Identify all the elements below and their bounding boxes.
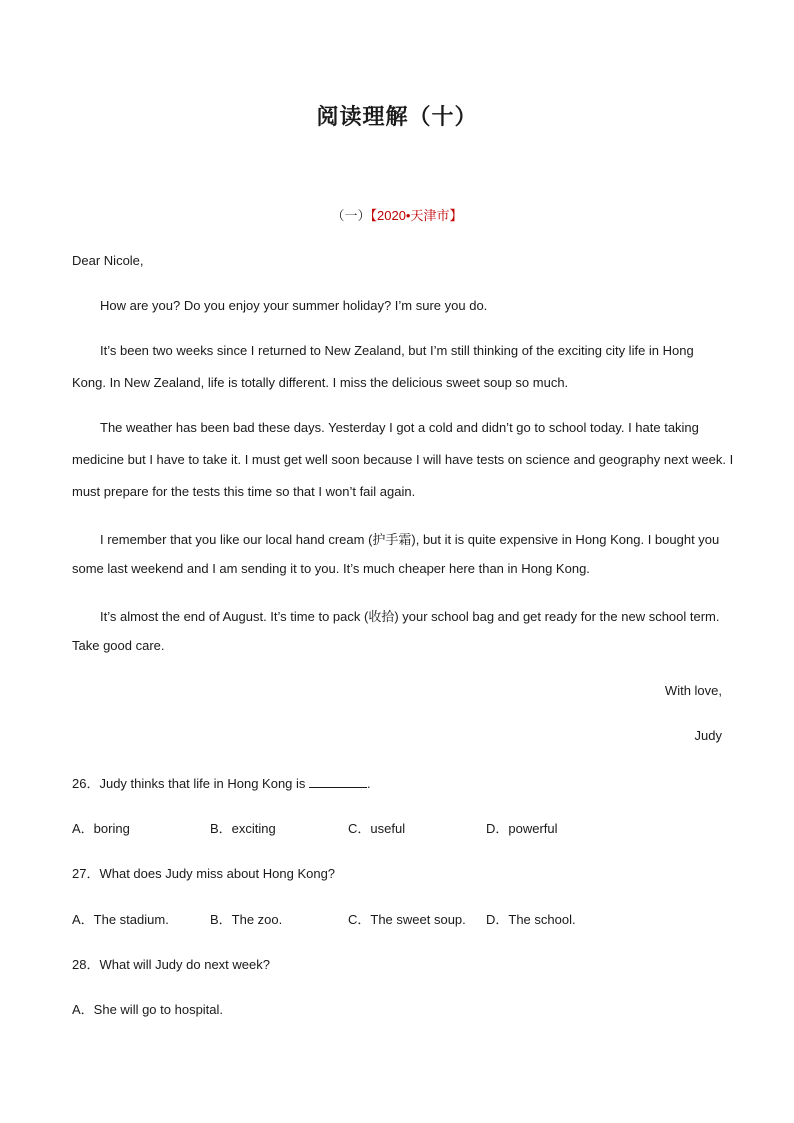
letter-line: some last weekend and I am sending it to you. It’s much cheaper here than in Hong Kong. bbox=[72, 561, 590, 576]
option-a[interactable]: A．She will go to hospital. bbox=[72, 1002, 224, 1017]
source-bracket-close: 】 bbox=[449, 208, 463, 223]
letter-line: How are you? Do you enjoy your summer holiday? I’m sure you do. bbox=[100, 298, 488, 313]
question-26-stem bbox=[72, 773, 371, 792]
letter-line: Kong. In New Zealand, life is totally different. I miss the delicious sweet soup so much. bbox=[72, 375, 569, 390]
option-d[interactable]: D．powerful bbox=[486, 821, 558, 836]
answer-blank bbox=[309, 775, 367, 788]
section-number: （一） bbox=[331, 208, 371, 223]
question-text-end: . bbox=[367, 776, 371, 791]
letter-line: must prepare for the tests this time so that I won’t fail again. bbox=[72, 484, 416, 499]
letter-line: medicine but I have to take it. I must get well soon because I will have tests on science and geography next week. I bbox=[72, 452, 734, 467]
section-heading bbox=[0, 205, 794, 224]
option-b[interactable]: B．The zoo. bbox=[210, 912, 283, 927]
letter-line: Take good care. bbox=[72, 638, 165, 653]
question-text: 26．Judy thinks that life in Hong Kong is bbox=[72, 776, 310, 791]
option-a[interactable]: A．boring bbox=[72, 821, 130, 836]
letter-line: It’s been two weeks since I returned to New Zealand, but I’m still thinking of the exciting city life in Hong bbox=[100, 343, 694, 358]
letter-greeting: Dear Nicole, bbox=[72, 253, 144, 268]
letter-line: It’s almost the end of August. It’s time to pack (收拾) your school bag and get ready for the new school term. bbox=[100, 609, 720, 624]
letter-line: I remember that you like our local hand cream (护手霜), but it is quite expensive in Hong Kong. I bought you bbox=[100, 532, 720, 547]
question-27-stem: 27．What does Judy miss about Hong Kong? bbox=[72, 866, 336, 881]
page-title: 阅读理解（十） bbox=[316, 104, 478, 130]
option-a[interactable]: A．The stadium. bbox=[72, 912, 169, 927]
option-c[interactable]: C．useful bbox=[348, 821, 406, 836]
source-bracket-open: 【 bbox=[370, 208, 378, 223]
letter-signature: Judy bbox=[694, 728, 722, 743]
source-label: 2020•天津市 bbox=[377, 208, 450, 223]
option-b[interactable]: B．exciting bbox=[210, 821, 276, 836]
option-c[interactable]: C．The sweet soup. bbox=[348, 912, 466, 927]
question-28-stem: 28．What will Judy do next week? bbox=[72, 957, 270, 972]
letter-line: The weather has been bad these days. Yesterday I got a cold and didn’t go to school today. I hate taking bbox=[100, 420, 699, 435]
letter-closing: With love, bbox=[664, 683, 722, 698]
option-d[interactable]: D．The school. bbox=[486, 912, 576, 927]
